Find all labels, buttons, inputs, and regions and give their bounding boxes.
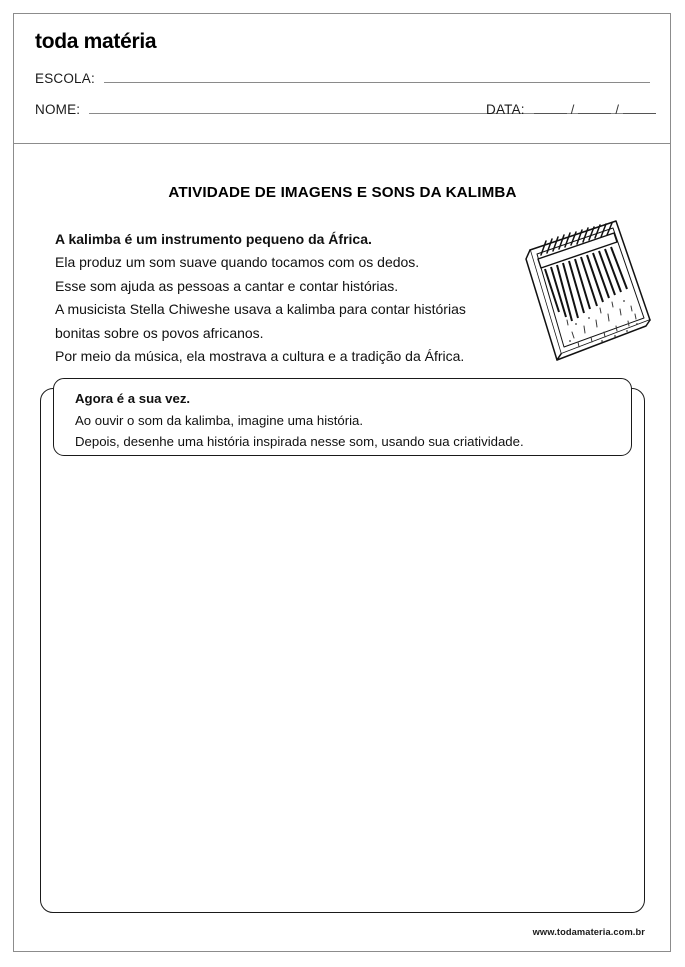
footer-url: www.todamateria.com.br <box>532 927 645 937</box>
date-separator-1: / <box>570 102 575 117</box>
lesson-text-line: A musicista Stella Chiweshe usava a kalimba para contar histórias <box>55 301 466 318</box>
date-field-row <box>486 102 659 117</box>
brand-logo: toda matéria <box>35 30 157 53</box>
date-year-blank[interactable] <box>623 102 656 114</box>
date-day-blank[interactable] <box>534 102 567 114</box>
name-label: NOME: <box>35 102 81 117</box>
lesson-text-line: Por meio da música, ela mostrava a cultura e a tradição da África. <box>55 348 465 365</box>
lesson-text-line: bonitas sobre os povos africanos. <box>55 324 264 341</box>
instruction-line: Agora é a sua vez. <box>75 391 191 406</box>
kalimba-illustration <box>512 214 664 366</box>
instruction-line: Ao ouvir o som da kalimba, imagine uma história. <box>75 412 364 428</box>
instruction-callout <box>53 378 632 456</box>
school-field-row <box>35 71 650 86</box>
lesson-text-line: A kalimba é um instrumento pequeno da África. <box>55 231 372 247</box>
date-label: DATA: <box>486 102 525 117</box>
instruction-line: Depois, desenhe uma história inspirada nesse som, usando sua criatividade. <box>75 434 524 449</box>
lesson-text <box>55 228 535 368</box>
date-month-blank[interactable] <box>578 102 611 114</box>
school-label: ESCOLA: <box>35 71 95 86</box>
page-title: ATIVIDADE DE IMAGENS E SONS DA KALIMBA <box>168 184 517 201</box>
lesson-text-line: Esse som ajuda as pessoas a cantar e contar histórias. <box>55 277 399 294</box>
date-separator-2: / <box>615 102 620 117</box>
school-input-rule[interactable] <box>104 71 650 83</box>
lesson-text-line: Ela produz um som suave quando tocamos com os dedos. <box>55 254 420 271</box>
drawing-area[interactable] <box>40 388 645 913</box>
header-divider <box>13 143 671 144</box>
